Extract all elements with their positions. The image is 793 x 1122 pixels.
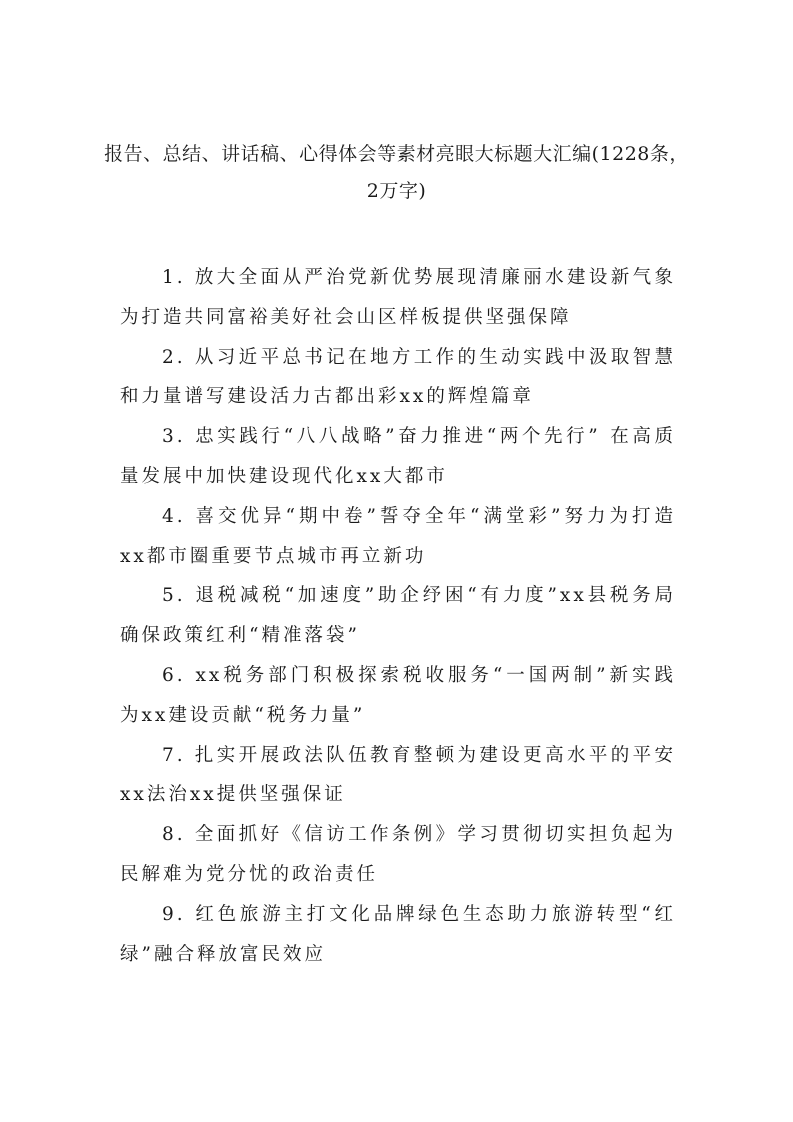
list-item: 9. 红色旅游主打文化品牌绿色生态助力旅游转型“红绿”融合释放富民效应 [120,903,676,965]
list-item: 4. 喜交优异“期中卷”誓夺全年“满堂彩”努力为打造xx都市圈重要节点城市再立新功 [120,505,676,567]
list-item: 5. 退税减税“加速度”助企纾困“有力度”xx县税务局确保政策红利“精准落袋” [120,585,676,647]
list-item: 7. 扎实开展政法队伍教育整顿为建设更高水平的平安xx法治xx提供坚强保证 [120,744,676,806]
list-item: 2. 从习近平总书记在地方工作的生动实践中汲取智慧和力量谱写建设活力古都出彩xx的辉煌篇章 [120,346,676,408]
list-item: 8. 全面抓好《信访工作条例》学习贯彻切实担负起为民解难为党分忧的政治责任 [120,824,676,885]
headline-list [120,258,676,974]
list-item: 1. 放大全面从严治党新优势展现清廉丽水建设新气象为打造共同富裕美好社会山区样板提供坚强保障 [120,267,676,328]
list-item: 6. xx税务部门积极探索税收服务“一国两制”新实践为xx建设贡献“税务力量” [120,664,676,726]
document-title: 报告、总结、讲话稿、心得体会等素材亮眼大标题大汇编(1228条，2万字) [104,143,689,202]
list-item: 3. 忠实践行“八八战略”奋力推进“两个先行” 在高质量发展中加快建设现代化xx大都市 [120,426,676,487]
